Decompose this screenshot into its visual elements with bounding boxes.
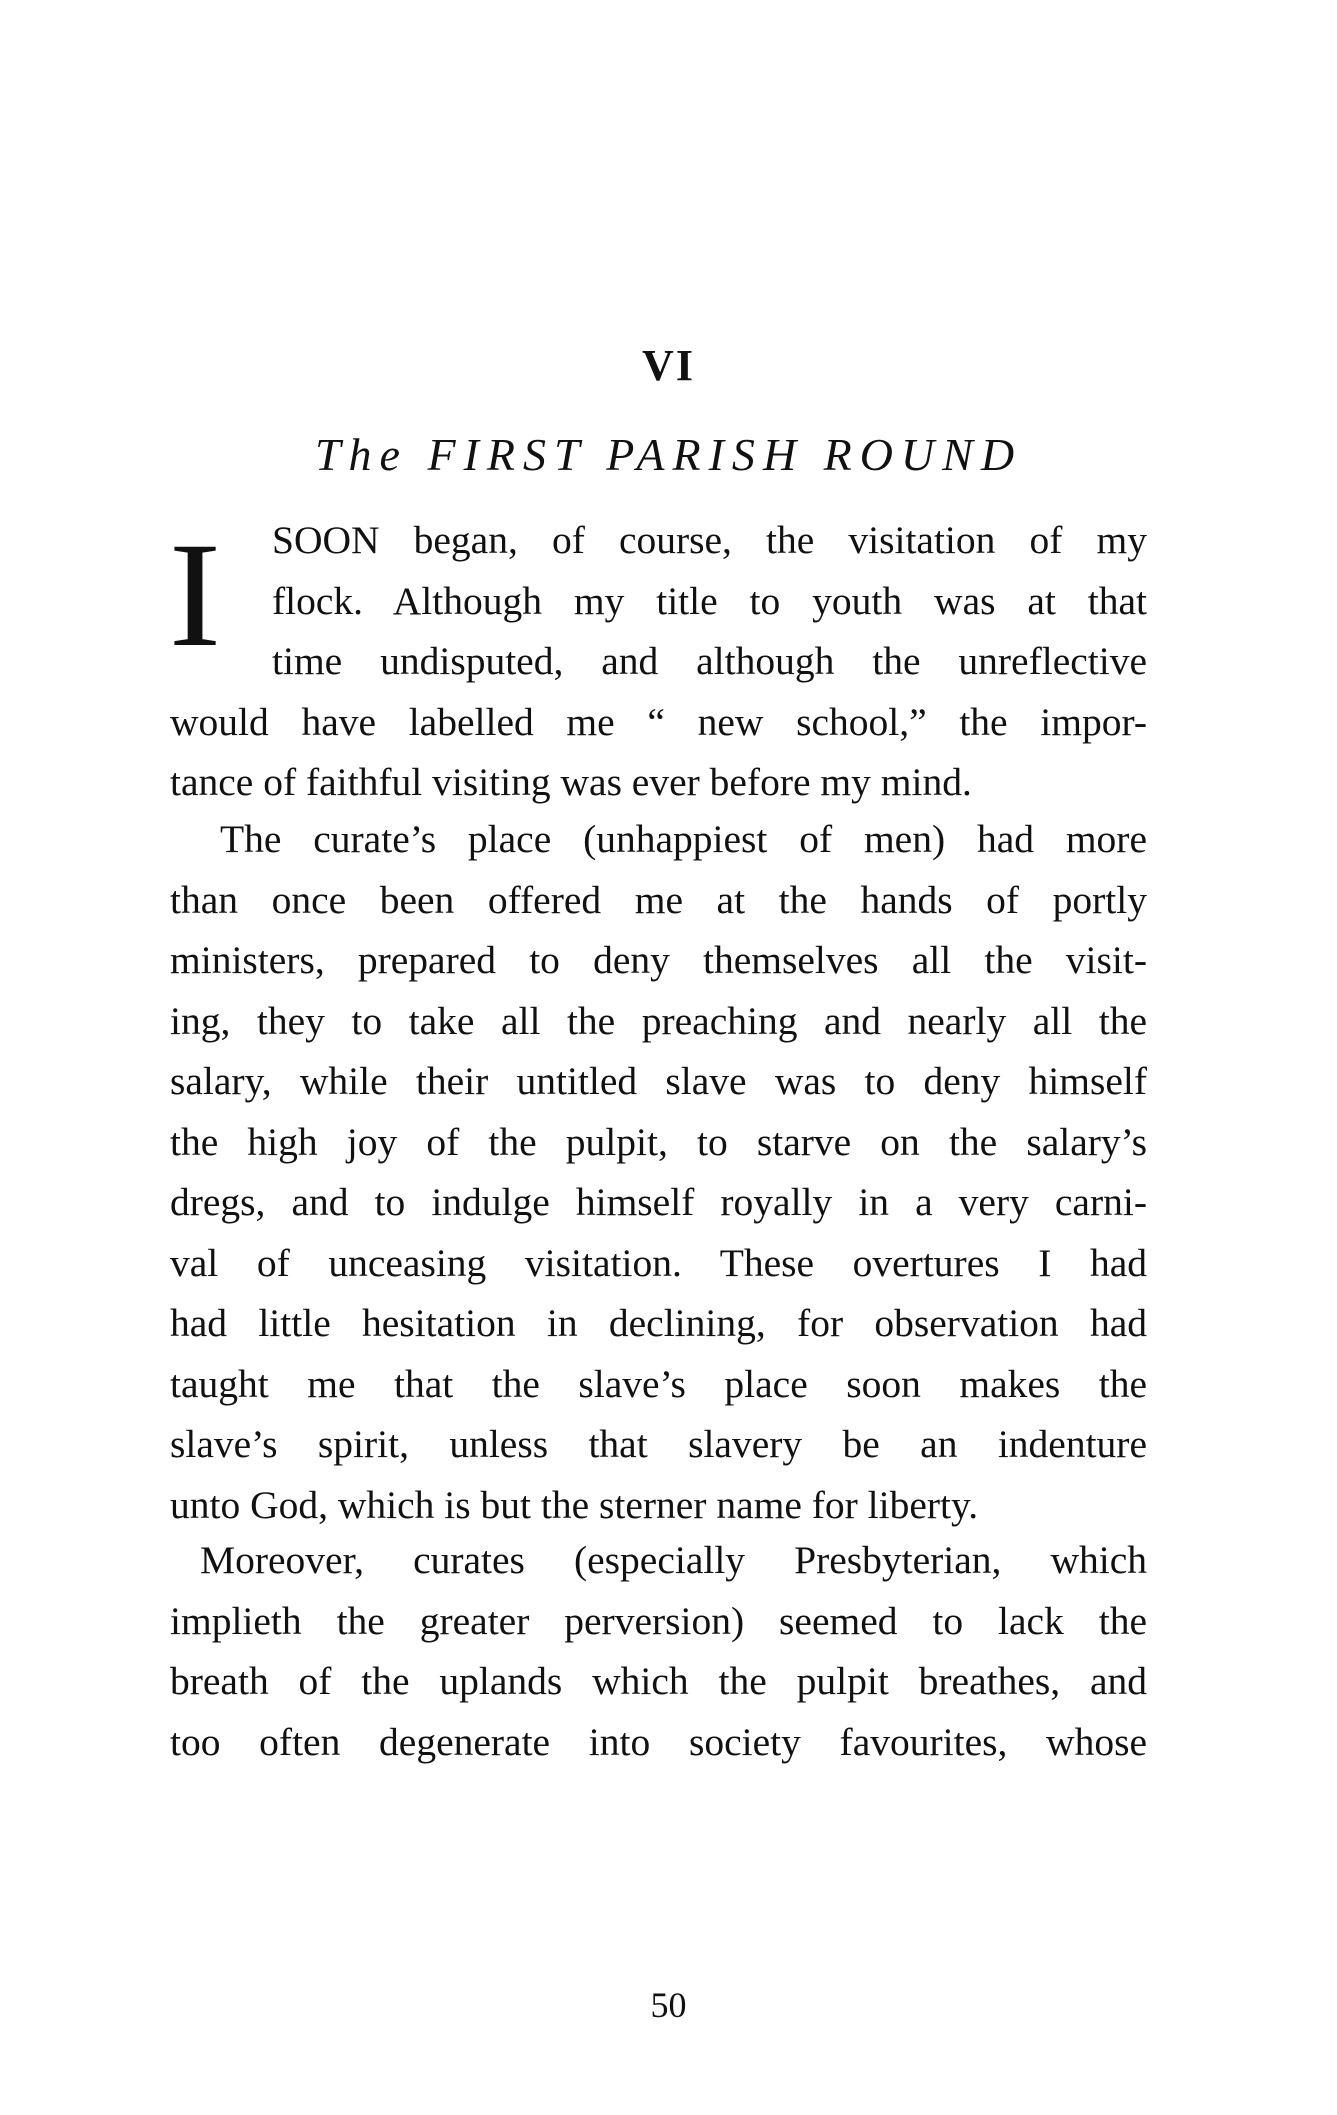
text-line: Moreover, curates (especially Presbyterian, which [200, 1538, 1147, 1582]
text-line: val of unceasing visitation. These overtures I had [170, 1240, 1147, 1285]
page-number: 50 [650, 1985, 687, 2025]
text-line: had little hesitation in declining, for observation had [170, 1301, 1147, 1345]
text-line: unto God, which is but the sterner name for liberty. [170, 1482, 979, 1527]
text-line: implieth the greater perversion) seemed to lack the [170, 1598, 1147, 1643]
text-line: ing, they to take all the preaching and nearly all the [170, 998, 1147, 1043]
paragraph-2 [170, 809, 1147, 1535]
text-line: taught me that the slave’s place soon makes the [170, 1361, 1147, 1406]
paragraph-3 [170, 1530, 1147, 1772]
drop-cap: I [168, 512, 222, 678]
chapter-number: VI [642, 341, 695, 390]
text-line: breath of the uplands which the pulpit breathes, and [170, 1659, 1147, 1703]
text-line: flock. Although my title to youth was at that [272, 578, 1147, 623]
text-line: salary, while their untitled slave was to deny himself [170, 1059, 1147, 1103]
chapter-title: The FIRST PARISH ROUND [314, 429, 1023, 480]
text-line: would have labelled me “ new school,” the impor- [170, 699, 1147, 744]
text-line: the high joy of the pulpit, to starve on the salary’s [170, 1119, 1147, 1164]
text-line: dregs, and to indulge himself royally in a very carni- [170, 1180, 1147, 1224]
text-line: time undisputed, and although the unreflective [272, 639, 1147, 683]
text-line: tance of faithful visiting was ever before my mind. [170, 760, 972, 804]
paragraph-1 [170, 510, 1147, 813]
text-line: slave’s spirit, unless that slavery be an indenture [170, 1422, 1147, 1466]
text-line: than once been offered me at the hands of portly [170, 877, 1147, 922]
text-line: ministers, prepared to deny themselves all the visit- [170, 938, 1147, 982]
text-line: too often degenerate into society favourites, whose [170, 1719, 1147, 1764]
text-line: SOON began, of course, the visitation of my [272, 518, 1147, 562]
text-line: The curate’s place (unhappiest of men) had more [220, 817, 1147, 861]
